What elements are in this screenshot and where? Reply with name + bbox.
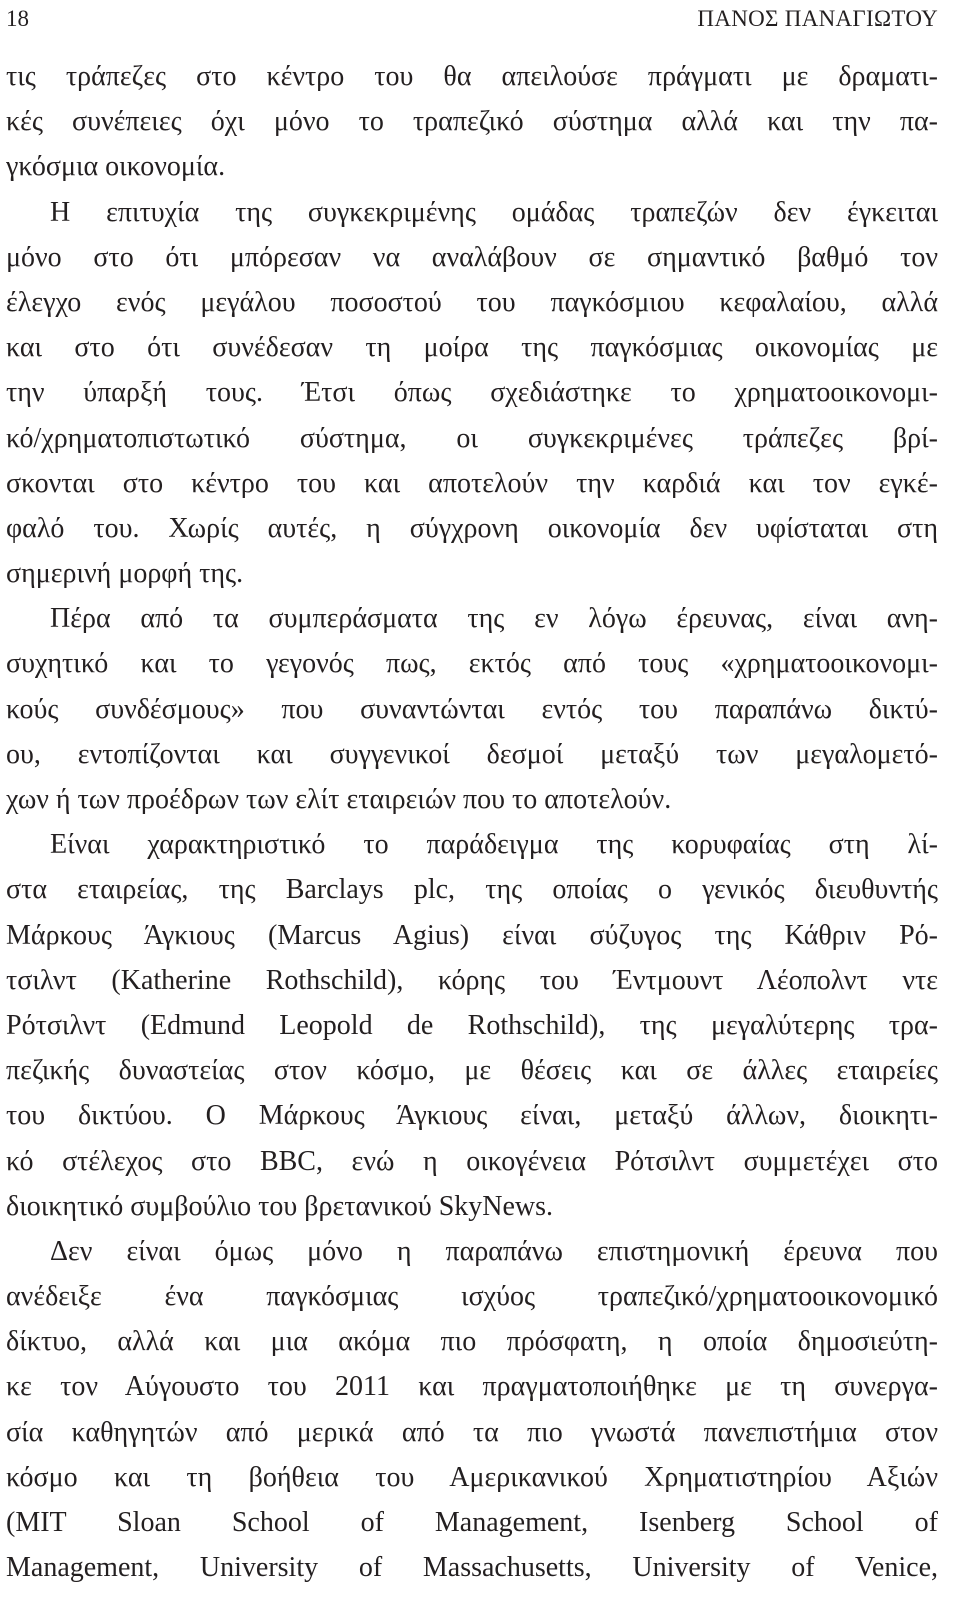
paragraph — [6, 596, 938, 822]
text-line: κούς συνδέσμους» που συναντώνται εντός του παραπάνω δικτύ- — [6, 693, 938, 725]
text-line: κό στέλεχος στο BBC, ενώ η οικογένεια Ρότσιλντ συμμετέχει στο — [6, 1145, 938, 1177]
text-line: ου, εντοπίζονται και συγγενικοί δεσμοί μεταξύ των μεγαλομετό- — [6, 738, 938, 770]
text-line: κές συνέπειες όχι μόνο το τραπεζικό σύστημα αλλά και την πα- — [6, 106, 938, 138]
text-line: του δικτύου. Ο Μάρκους Άγκιους είναι, μεταξύ άλλων, διοικητι- — [6, 1100, 938, 1132]
text-line: κό/χρηματοπιστωτικό σύστημα, οι συγκεκριμένες τράπεζες βρί- — [6, 422, 938, 454]
body-text — [6, 54, 938, 1590]
text-line: δίκτυο, αλλά και μια ακόμα πιο πρόσφατη, η οποία δημοσιεύτη- — [6, 1326, 938, 1358]
text-line: (MIT Sloan School of Management, Isenberg School of — [6, 1507, 938, 1538]
text-line: συχητικό και το γεγονός πως, εκτός από τους «χρηματοοικονομι- — [6, 648, 938, 680]
text-line: ανέδειξε ένα παγκόσμιας ισχύος τραπεζικό/χρηματοοικονομικό — [6, 1281, 938, 1313]
text-line: έλεγχο ενός μεγάλου ποσοστού του παγκόσμιου κεφαλαίου, αλλά — [6, 286, 938, 318]
text-line: μόνο στο ότι μπόρεσαν να αναλάβουν σε σημαντικό βαθμό τον — [6, 241, 938, 273]
text-line: Η επιτυχία της συγκεκριμένης ομάδας τραπεζών δεν έγκειται — [50, 196, 938, 228]
page-number: 18 — [6, 6, 29, 31]
running-head-author: ΠΑΝΟΣ ΠΑΝΑΓΙΩΤΟΥ — [697, 6, 938, 31]
text-line: και στο ότι συνέδεσαν τη μοίρα της παγκόσμιας οικονομίας με — [6, 332, 938, 364]
text-line: Ρότσιλντ (Edmund Leopold de Rothschild), της μεγαλύτερης τρα- — [6, 1009, 938, 1041]
text-line: τις τράπεζες στο κέντρο του θα απειλούσε πράγματι με δραματι- — [6, 61, 938, 92]
text-line: σημερινή μορφή της. — [6, 558, 244, 590]
paragraph — [6, 822, 938, 1229]
text-line: διοικητικό συμβούλιο του βρετανικού SkyNews. — [6, 1190, 554, 1222]
text-line: σκονται στο κέντρο του και αποτελούν την καρδιά και τον εγκέ- — [6, 467, 938, 499]
paragraph — [6, 190, 938, 597]
text-line: Είναι χαρακτηριστικό το παράδειγμα της κορυφαίας στη λί- — [50, 829, 938, 861]
text-line: χων ή των προέδρων των ελίτ εταιρειών που το αποτελούν. — [6, 784, 672, 815]
paragraph — [6, 54, 938, 190]
text-line: Δεν είναι όμως μόνο η παραπάνω επιστημονική έρευνα που — [50, 1235, 938, 1267]
text-line: στα εταιρείας, της Barclays plc, της οποίας ο γενικός διευθυντής — [6, 874, 938, 906]
text-line: γκόσμια οικονομία. — [6, 151, 226, 183]
text-line: Πέρα από τα συμπεράσματα της εν λόγω έρευνας, είναι ανη- — [50, 603, 938, 635]
paragraph — [6, 1229, 938, 1591]
text-line: Μάρκους Άγκιους (Marcus Agius) είναι σύζυγος της Κάθριν Ρό- — [6, 919, 938, 951]
text-line: τσιλντ (Katherine Rothschild), κόρης του Έντμουντ Λέοπολντ ντε — [6, 964, 938, 996]
text-line: την ύπαρξή τους. Έτσι όπως σχεδιάστηκε το χρηματοοικονομι- — [6, 377, 938, 409]
text-line: Management, University of Massachusetts, University of Venice, — [6, 1552, 938, 1584]
text-line: φαλό του. Χωρίς αυτές, η σύγχρονη οικονομία δεν υφίσταται στη — [6, 512, 938, 544]
page-header — [6, 2, 938, 36]
text-line: κόσμο και τη βοήθεια του Αμερικανικού Χρηματιστηρίου Αξιών — [6, 1461, 938, 1493]
text-line: πεζικής δυναστείας στον κόσμο, με θέσεις και σε άλλες εταιρείες — [6, 1055, 938, 1087]
text-line: κε τον Αύγουστο του 2011 και πραγματοποιήθηκε με τη συνεργα- — [6, 1371, 938, 1403]
text-line: σία καθηγητών από μερικά από τα πιο γνωστά πανεπιστήμια στον — [6, 1416, 938, 1448]
